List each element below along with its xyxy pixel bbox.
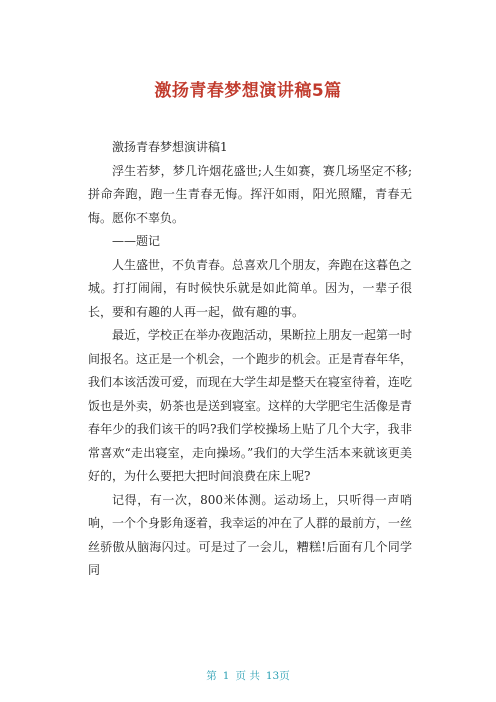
epigraph-attribution: ——题记 <box>112 234 161 248</box>
document-body <box>88 136 412 583</box>
page-footer <box>0 668 496 683</box>
body-paragraph: 人生盛世，不负青春。总喜欢几个朋友，奔跑在这暮色之城。打打闹闹，有时候快乐就是如此简单。因为，一辈子很长，要和有趣的人再一起，做有趣的事。 <box>88 257 413 319</box>
body-paragraph: 浮生若梦，梦几许烟花盛世;人生如赛，赛几场坚定不移;拼命奔跑，跑一生青春无悔。挥汗如雨，阳光照耀，青春无悔。愿你不辜负。 <box>88 163 412 225</box>
document-title: 激扬青春梦想演讲稿5篇 <box>154 81 342 101</box>
page-total: 13页 <box>265 670 290 682</box>
footer-middle: 页 共 <box>235 670 260 682</box>
body-paragraph: 记得，有一次，800米体测。运动场上，只听得一声哨响，一个个身影角逐着，我幸运的冲在了人群的最前方，一丝丝骄傲从脑海闪过。可是过了一会儿，糟糕!后面有几个同学同 <box>88 492 413 577</box>
section-heading: 激扬青春梦想演讲稿1 <box>112 140 228 154</box>
page-number: 1 <box>222 670 230 682</box>
footer-prefix: 第 <box>206 670 217 682</box>
body-paragraph: 最近，学校正在举办夜跑活动，果断拉上朋友一起第一时间报名。这正是一个机会，一个跑步的机会。正是青春年华，我们本该活泼可爱，而现在大学生却是整天在寝室待着，连吃饭也是外卖，奶茶也是送到寝室。这样的大学肥宅生活像是青春年少的我们该干的吗?我们学校操场上贴了几个大字，我非常喜欢“走出寝室，走向操场。”我们的大学生活本来就该更美好的，为什么要把大把时间浪费在床上呢? <box>88 328 413 483</box>
